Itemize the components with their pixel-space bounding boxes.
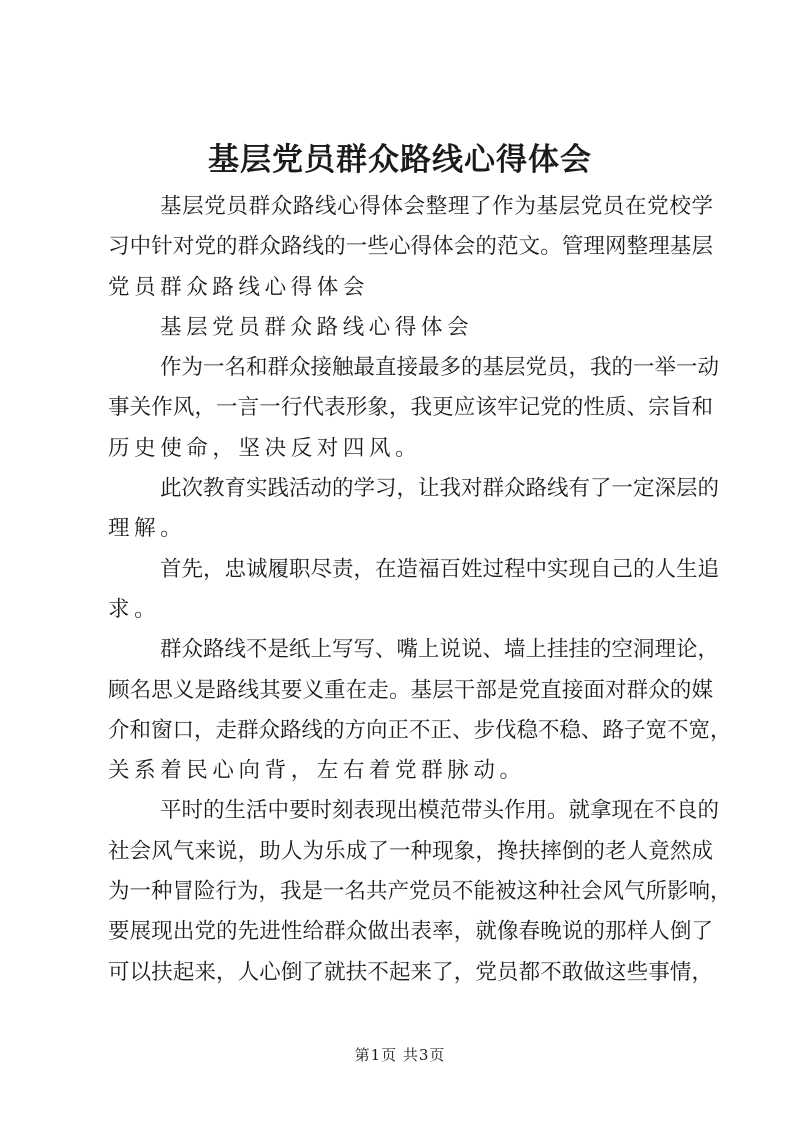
text-line: 作为一名和群众接触最直接最多的基层党员，我的一举一动 bbox=[160, 355, 720, 381]
page-footer: 第1页 共3页 bbox=[354, 1046, 446, 1064]
text-line: 事关作风，一言一行代表形象，我更应该牢记党的性质、宗旨和 bbox=[108, 395, 713, 421]
text-line: 关系着民心向背，左右着党群脉动。 bbox=[108, 758, 526, 784]
document-title: 基层党员群众路线心得体会 bbox=[208, 142, 592, 178]
text-line: 此次教育实践活动的学习，让我对群众路线有了一定深层的 bbox=[160, 476, 720, 502]
text-line: 基层党员群众路线心得体会整理了作为基层党员在党校学 bbox=[160, 194, 713, 219]
text-line: 基层党员群众路线心得体会 bbox=[160, 314, 474, 340]
text-line: 平时的生活中要时刻表现出模范带头作用。就拿现在不良的 bbox=[160, 798, 720, 824]
document-body bbox=[108, 187, 732, 993]
text-line: 习中针对党的群众路线的一些心得体会的范文。管理网整理基层 bbox=[108, 234, 713, 260]
text-line: 党员群众路线心得体会 bbox=[108, 274, 370, 300]
text-line: 理解。 bbox=[108, 516, 187, 542]
text-line: 介和窗口，走群众路线的方向正不正、步伐稳不稳、路子宽不宽， bbox=[108, 717, 732, 743]
text-line: 群众路线不是纸上写写、嘴上说说、墙上挂挂的空洞理论， bbox=[160, 637, 720, 663]
text-line: 社会风气来说，助人为乐成了一种现象，搀扶摔倒的老人竟然成 bbox=[108, 838, 713, 864]
text-line: 可以扶起来，人心倒了就扶不起来了，党员都不敢做这些事情， bbox=[108, 959, 713, 985]
text-line: 历史使命，坚决反对四风。 bbox=[108, 435, 422, 461]
text-line: 求。 bbox=[108, 596, 161, 622]
text-line: 首先，忠诚履职尽责，在造福百姓过程中实现自己的人生追 bbox=[160, 556, 720, 582]
text-line: 要展现出党的先进性给群众做出表率，就像春晚说的那样人倒了 bbox=[108, 919, 713, 945]
text-line: 为一种冒险行为，我是一名共产党员不能被这种社会风气所影响， bbox=[108, 879, 732, 905]
text-line: 顾名思义是路线其要义重在走。基层干部是党直接面对群众的媒 bbox=[108, 677, 713, 703]
